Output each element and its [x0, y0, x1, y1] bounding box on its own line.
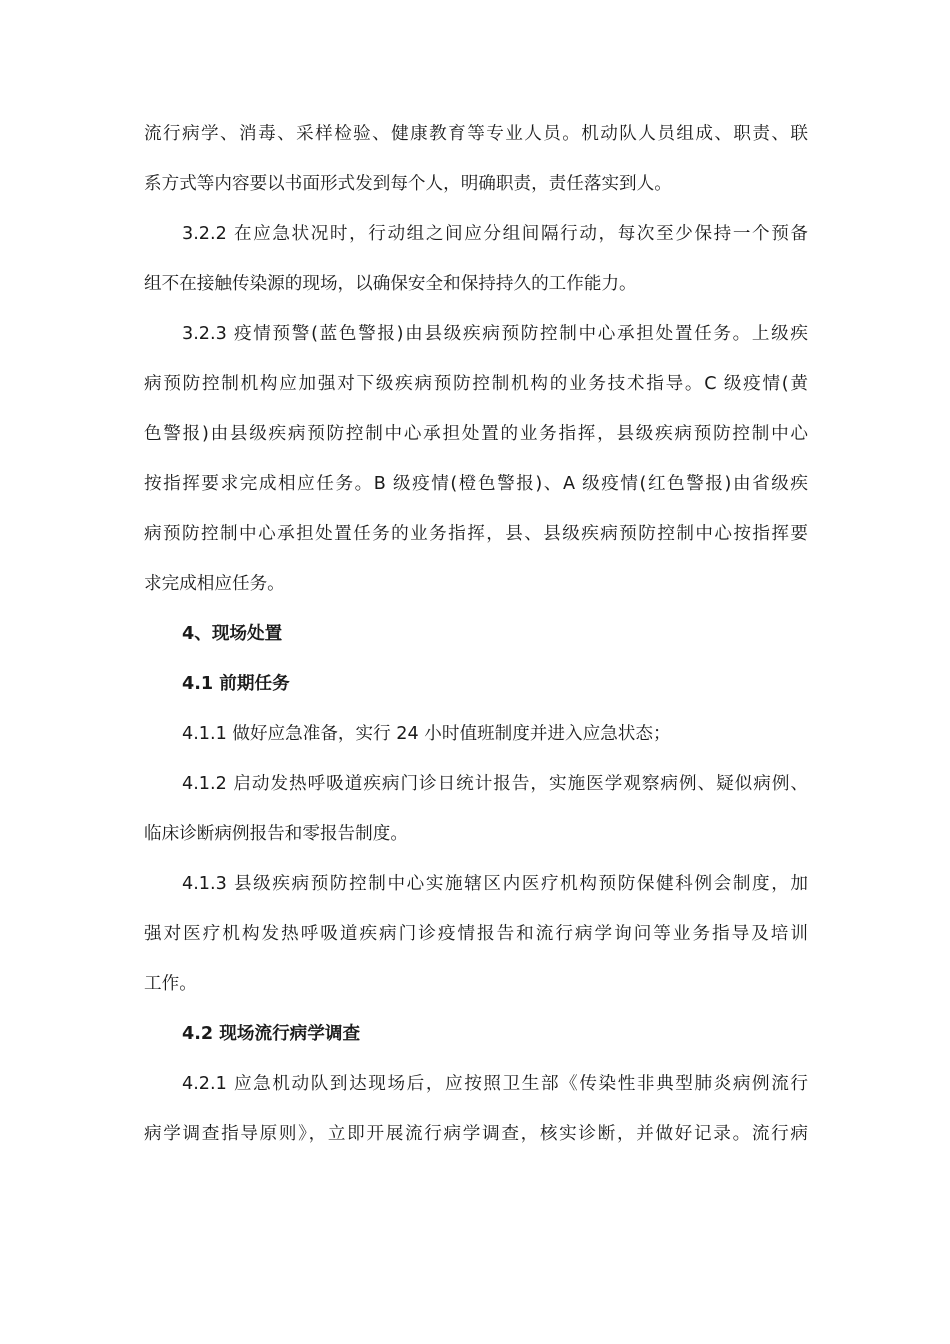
- paragraph-line: 临床诊断病例报告和零报告制度。: [144, 824, 408, 844]
- paragraph-line: 组不在接触传染源的现场，以确保安全和保持持久的工作能力。: [144, 274, 637, 294]
- paragraph-line: 4.1.1 做好应急准备，实行 24 小时值班制度并进入应急状态；: [182, 724, 671, 744]
- paragraph-line: 病学调查指导原则》，立即开展流行病学调查，核实诊断，并做好记录。流行病: [144, 1124, 808, 1144]
- paragraph-line: 病预防控制机构应加强对下级疾病预防控制机构的业务技术指导。C 级疫情(黄: [144, 374, 808, 394]
- paragraph-line: 按指挥要求完成相应任务。B 级疫情(橙色警报)、A 级疫情(红色警报)由省级疾: [144, 474, 808, 494]
- subsection-heading: 4.2 现场流行病学调查: [182, 1024, 361, 1044]
- paragraph-line: 工作。: [144, 974, 197, 994]
- paragraph-line: 病预防控制中心承担处置任务的业务指挥，县、县级疾病预防控制中心按指挥要: [144, 524, 808, 544]
- paragraph-line: 强对医疗机构发热呼吸道疾病门诊疫情报告和流行病学询问等业务指导及培训: [144, 924, 808, 944]
- subsection-heading: 4.1 前期任务: [182, 674, 290, 694]
- paragraph-line: 系方式等内容要以书面形式发到每个人，明确职责，责任落实到人。: [144, 174, 672, 194]
- paragraph-line: 3.2.3 疫情预警(蓝色警报)由县级疾病预防控制中心承担处置任务。上级疾: [182, 324, 808, 344]
- paragraph-line: 4.1.3 县级疾病预防控制中心实施辖区内医疗机构预防保健科例会制度，加: [182, 874, 808, 894]
- paragraph-line: 4.2.1 应急机动队到达现场后，应按照卫生部《传染性非典型肺炎病例流行: [182, 1074, 808, 1094]
- paragraph-line: 3.2.2 在应急状况时，行动组之间应分组间隔行动，每次至少保持一个预备: [182, 224, 808, 244]
- section-heading: 4、现场处置: [182, 624, 283, 644]
- paragraph-line: 流行病学、消毒、采样检验、健康教育等专业人员。机动队人员组成、职责、联: [144, 124, 808, 144]
- paragraph-line: 求完成相应任务。: [144, 574, 285, 594]
- paragraph-line: 色警报)由县级疾病预防控制中心承担处置的业务指挥，县级疾病预防控制中心: [144, 424, 808, 444]
- document-body: [144, 116, 808, 1166]
- paragraph-line: 4.1.2 启动发热呼吸道疾病门诊日统计报告，实施医学观察病例、疑似病例、: [182, 774, 808, 794]
